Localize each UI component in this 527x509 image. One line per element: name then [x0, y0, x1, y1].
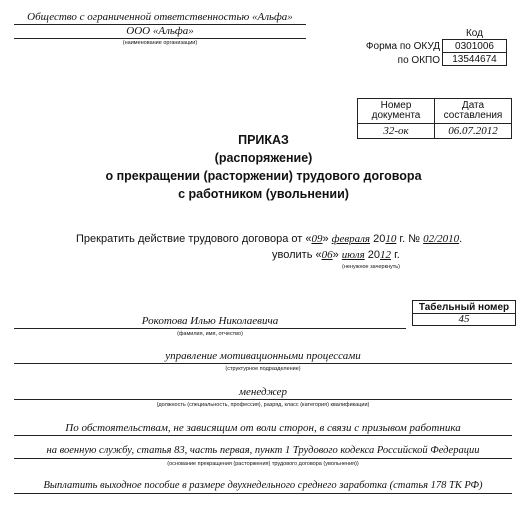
dismiss-year-prefix: 20	[367, 249, 381, 261]
dismiss-year-suffix: г.	[394, 249, 400, 261]
okpo-value: 13544674	[443, 53, 507, 66]
doc-date-header: Дата составления	[435, 99, 512, 124]
doc-number-header: Номер документа	[358, 99, 435, 124]
grounds-caption: (основание прекращения (расторжения) трудового договора (увольнения))	[167, 461, 359, 467]
okud-label: Форма по ОКУД	[365, 41, 440, 52]
contract-sep: »	[322, 233, 329, 245]
tabnum-table	[412, 300, 516, 326]
doc-number-value: 32-ок	[358, 124, 435, 139]
title-line-1: ПРИКАЗ	[238, 133, 289, 147]
employee-name-caption: (фамилия, имя, отчество)	[177, 331, 243, 337]
contract-day: 09	[311, 233, 323, 245]
department-caption: (структурное подразделение)	[225, 366, 301, 372]
title-line-3: о прекращении (расторжении) трудового договора	[105, 169, 422, 183]
codes-header: Код	[443, 27, 507, 40]
position: менеджер	[14, 385, 512, 400]
department: управление мотивационными процессами	[14, 349, 512, 364]
organization-full-name: Общество с ограниченной ответственностью «Альфа»	[14, 11, 306, 25]
title-line-4: с работником (увольнении)	[178, 187, 349, 201]
codes-table	[442, 27, 507, 66]
grounds-line-2: на военную службу, статья 83, часть первая, пункт 1 Трудового кодекса Российской Федерации	[14, 444, 512, 459]
organization-caption: (наименование организации)	[122, 40, 198, 46]
okpo-label: по ОКПО	[397, 55, 440, 66]
contract-number: 02/2010	[423, 233, 460, 245]
doc-date-value: 06.07.2012	[435, 124, 512, 139]
dismiss-text: уволить «	[272, 249, 322, 261]
position-caption: (должность (специальность, профессия), разряд, класс (категория) квалификации)	[156, 402, 370, 408]
strike-caption: (ненужное зачеркнуть)	[342, 264, 400, 270]
contract-end: .	[459, 233, 463, 245]
tabnum-header: Табельный номер	[413, 301, 516, 314]
tabnum-value: 45	[413, 314, 516, 326]
dismiss-sep: »	[332, 249, 339, 261]
okud-value: 0301006	[443, 40, 507, 53]
contract-text: Прекратить действие трудового договора от «	[76, 233, 312, 245]
grounds-line-1: По обстоятельствам, не зависящим от воли сторон, в связи с призывом работника	[14, 421, 512, 436]
dismiss-day: 06	[321, 249, 333, 261]
organization-short-name: ООО «Альфа»	[14, 25, 306, 39]
contract-year: 10	[385, 233, 397, 245]
contract-line	[76, 232, 522, 246]
dismiss-month: июля	[341, 249, 365, 261]
contract-year-prefix: 20	[373, 233, 386, 245]
dismiss-line	[272, 248, 512, 262]
title-line-2: (распоряжение)	[214, 151, 313, 165]
contract-month: февраля	[331, 233, 371, 245]
grounds-line-3: Выплатить выходное пособие в размере двухнедельного среднего заработка (статья 178 ТК РФ)	[14, 479, 512, 494]
contract-number-label: г. №	[399, 233, 421, 245]
employee-name: Рокотова Илью Николаевича	[14, 314, 406, 329]
dismiss-year: 12	[380, 249, 392, 261]
